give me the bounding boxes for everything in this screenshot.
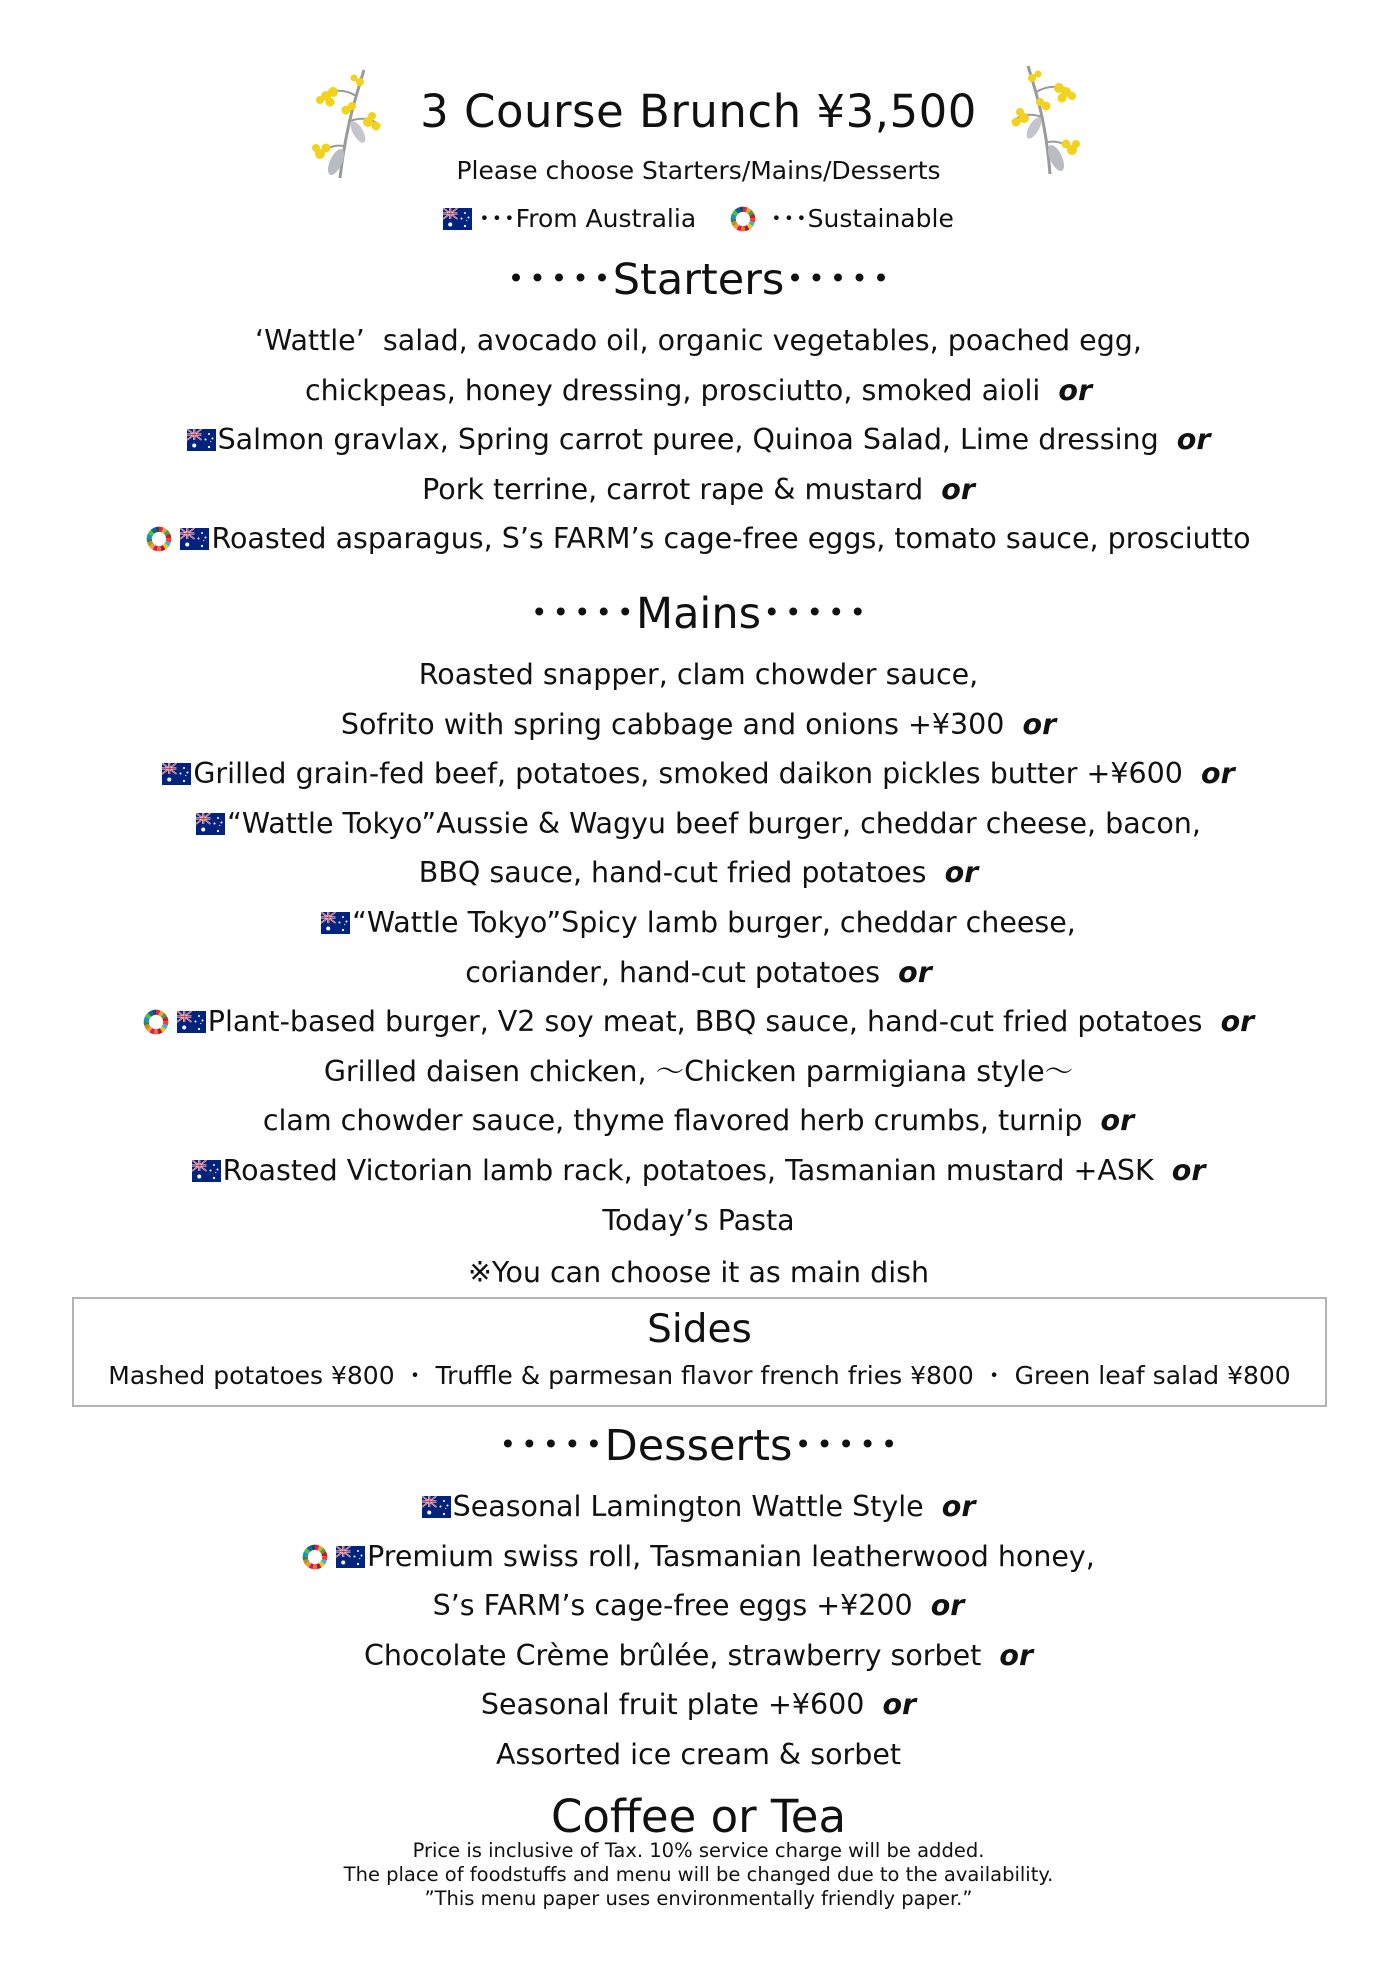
- main-item-text: “Wattle Tokyo”Spicy lamb burger, cheddar cheese,: [352, 906, 1076, 939]
- dessert-item: [0, 1680, 1397, 1730]
- or-label: or: [999, 1638, 1033, 1672]
- australian-flag-icon: [187, 429, 216, 451]
- or-label: or: [882, 1688, 917, 1722]
- or-label: or: [1220, 1005, 1255, 1039]
- main-item: [0, 898, 1397, 948]
- australian-flag-icon: [321, 912, 350, 934]
- dessert-item-text: Seasonal fruit plate +¥600: [480, 1688, 874, 1722]
- main-item: [0, 700, 1397, 750]
- main-item-text: Roasted snapper, clam chowder sauce,: [418, 658, 979, 691]
- menu-subtitle: Please choose Starters/Mains/Desserts: [456, 156, 941, 185]
- main-item: [0, 1196, 1397, 1246]
- dessert-item: [0, 1532, 1397, 1582]
- or-label: or: [1201, 757, 1235, 791]
- starter-item-text: chickpeas, honey dressing, prosciutto, smoked aioli: [304, 373, 1050, 407]
- sdg-wheel-icon: [146, 526, 172, 552]
- sides-heading: Sides: [647, 1307, 752, 1352]
- main-item: [0, 1146, 1397, 1196]
- dessert-item-text: S’s FARM’s cage-free eggs +¥200: [432, 1589, 922, 1623]
- dessert-item: [0, 1631, 1397, 1681]
- starter-item: [0, 514, 1397, 564]
- starters-heading: ･････Starters･････: [505, 255, 892, 305]
- australian-flag-icon: [196, 813, 225, 835]
- or-label: or: [1171, 1154, 1206, 1187]
- or-label: or: [941, 1490, 976, 1523]
- australian-flag-icon: [422, 1496, 451, 1518]
- main-item-text: BBQ sauce, hand-cut fried potatoes: [418, 856, 936, 890]
- or-label: or: [941, 472, 975, 506]
- sides-list: Mashed potatoes ¥800 ・ Truffle & parmesan flavor french fries ¥800 ・ Green leaf salad ¥800: [108, 1361, 1291, 1390]
- sdg-wheel-icon: [730, 206, 756, 232]
- sdg-wheel-icon: [302, 1544, 328, 1570]
- dessert-item: [0, 1730, 1397, 1780]
- starter-item-text: Pork terrine, carrot rape & mustard: [422, 472, 933, 506]
- or-label: or: [930, 1589, 965, 1623]
- starter-item: [0, 366, 1397, 416]
- main-item-text: Today’s Pasta: [602, 1203, 795, 1237]
- main-item-text: clam chowder sauce, thyme flavored herb crumbs, turnip: [262, 1104, 1092, 1138]
- main-item-text: coriander, hand-cut potatoes: [465, 955, 890, 989]
- main-item-text: Sofrito with spring cabbage and onions +¥300: [340, 707, 1014, 741]
- starter-item-text: Roasted asparagus, S’s FARM’s cage-free eggs, tomato sauce, prosciutto: [211, 522, 1251, 556]
- legend-sustainable-label: ･･･Sustainable: [770, 204, 954, 233]
- menu-title: 3 Course Brunch ¥3,500: [420, 85, 977, 138]
- or-label: or: [1100, 1104, 1135, 1138]
- main-item: [0, 749, 1397, 799]
- main-item-text: Roasted Victorian lamb rack, potatoes, Tasmanian mustard +ASK: [222, 1154, 1163, 1187]
- legend-australia-label: ･･･From Australia: [478, 204, 697, 233]
- mains-heading: ･････Mains･････: [528, 589, 869, 639]
- starter-item: [0, 415, 1397, 465]
- main-item: [0, 650, 1397, 700]
- dessert-item: [0, 1482, 1397, 1532]
- footer-paper-note: ”This menu paper uses environmentally friendly paper.”: [424, 1887, 973, 1910]
- main-item-text: “Wattle Tokyo”Aussie & Wagyu beef burger, cheddar cheese, bacon,: [227, 806, 1201, 840]
- sdg-wheel-icon: [143, 1009, 169, 1035]
- main-item: [0, 1096, 1397, 1146]
- australian-flag-icon: [162, 763, 191, 785]
- main-item-text: Grilled daisen chicken, ～Chicken parmigiana style～: [323, 1054, 1074, 1088]
- coffee-or-tea: Coffee or Tea: [550, 1790, 847, 1843]
- starter-item: [0, 465, 1397, 515]
- australian-flag-icon: [336, 1546, 365, 1568]
- dessert-item-text: Seasonal Lamington Wattle Style: [452, 1490, 933, 1523]
- main-item-text: Plant-based burger, V2 soy meat, BBQ sauce, hand-cut fried potatoes: [207, 1005, 1212, 1039]
- main-item: [0, 799, 1397, 849]
- dessert-item-text: Assorted ice cream & sorbet: [495, 1738, 902, 1771]
- or-label: or: [944, 856, 979, 890]
- australian-flag-icon: [192, 1160, 221, 1182]
- or-label: or: [898, 955, 932, 989]
- starter-item-text: Salmon gravlax, Spring carrot puree, Quinoa Salad, Lime dressing: [217, 423, 1168, 457]
- legend: [0, 202, 1397, 236]
- main-item-text: Grilled grain-fed beef, potatoes, smoked daikon pickles butter +¥600: [193, 757, 1192, 791]
- main-item: [0, 848, 1397, 898]
- footer-availability-note: The place of foodstuffs and menu will be changed due to the availability.: [343, 1863, 1054, 1886]
- footer-tax-note: Price is inclusive of Tax. 10% service charge will be added.: [412, 1839, 985, 1862]
- mains-note: ※You can choose it as main dish: [467, 1256, 930, 1289]
- dessert-item: [0, 1581, 1397, 1631]
- desserts-heading: ･････Desserts･････: [497, 1421, 900, 1471]
- dessert-item-text: Premium swiss roll, Tasmanian leatherwood honey,: [367, 1539, 1095, 1573]
- main-item: [0, 997, 1397, 1047]
- or-label: or: [1022, 707, 1057, 741]
- dessert-item-text: Chocolate Crème brûlée, strawberry sorbet: [363, 1638, 991, 1672]
- starter-item-text: ‘Wattle’ salad, avocado oil, organic vegetables, poached egg,: [255, 324, 1142, 357]
- australian-flag-icon: [180, 528, 209, 550]
- main-item: [0, 1047, 1397, 1097]
- sides-box: [72, 1297, 1327, 1407]
- australian-flag-icon: [177, 1011, 206, 1033]
- main-item: [0, 948, 1397, 998]
- or-label: or: [1176, 423, 1211, 457]
- starter-item: [0, 316, 1397, 366]
- australian-flag-icon: [443, 208, 472, 230]
- or-label: or: [1058, 373, 1093, 407]
